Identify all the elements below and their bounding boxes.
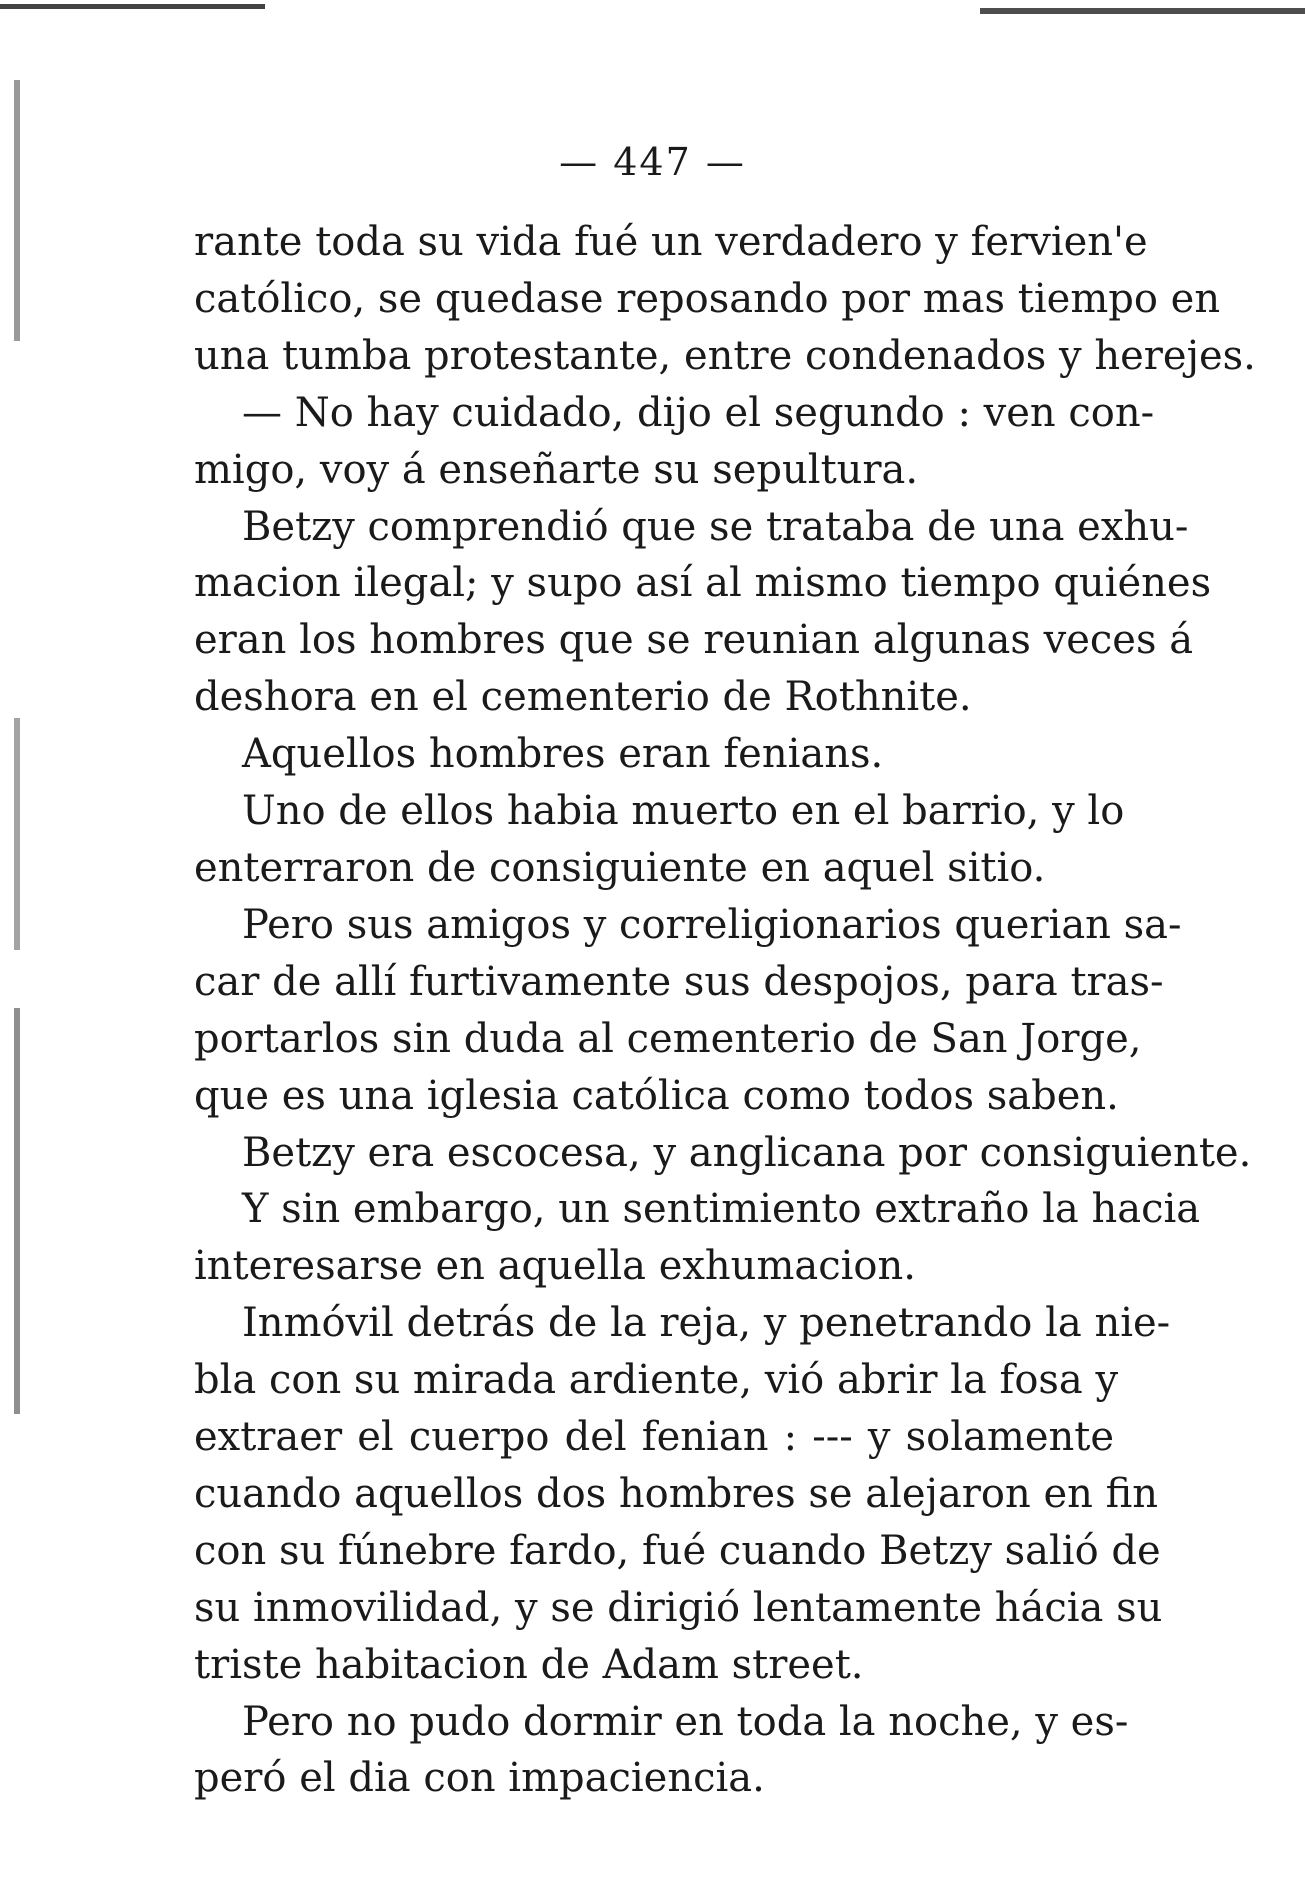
text-line: católico, se quedase reposando por mas tiempo en <box>194 275 1221 322</box>
text-line: Pero no pudo dormir en toda la noche, y es- <box>242 1698 1129 1745</box>
text-line: cuando aquellos dos hombres se alejaron en fin <box>194 1470 1159 1517</box>
scan-edge-mark-top-left <box>0 4 265 9</box>
text-line: deshora en el cementerio de Rothnite. <box>194 674 972 721</box>
text-line: macion ilegal; y supo así al mismo tiempo quiénes <box>194 560 1212 607</box>
text-line: que es una iglesia católica como todos saben. <box>194 1072 1119 1119</box>
text-line: Betzy comprendió que se trataba de una exhu- <box>242 503 1189 550</box>
scan-binding-edge <box>14 80 20 1530</box>
text-line: portarlos sin duda al cementerio de San Jorge, <box>194 1015 1142 1062</box>
page-number: — 447 — <box>559 140 746 184</box>
text-line: Pero sus amigos y correligionarios querian sa- <box>242 901 1182 948</box>
text-line: Uno de ellos habia muerto en el barrio, y lo <box>242 788 1125 835</box>
text-line: con su fúnebre fardo, fué cuando Betzy salió de <box>194 1527 1161 1574</box>
scan-edge-mark-top-right <box>980 8 1305 14</box>
text-line: Aquellos hombres eran fenians. <box>242 731 884 778</box>
text-line: car de allí furtivamente sus despojos, para tras- <box>194 958 1164 1005</box>
text-line: — No hay cuidado, dijo el segundo : ven con- <box>242 389 1155 436</box>
body-text <box>194 214 1256 1807</box>
text-line: peró el dia con impaciencia. <box>194 1755 765 1802</box>
text-line: Betzy era escocesa, y anglicana por consiguiente. <box>242 1129 1252 1176</box>
text-line: triste habitacion de Adam street. <box>194 1641 864 1688</box>
text-line: bla con su mirada ardiente, vió abrir la fosa y <box>194 1357 1119 1404</box>
text-line: Inmóvil detrás de la reja, y penetrando la nie- <box>242 1300 1171 1347</box>
text-line: rante toda su vida fué un verdadero y fervien'e <box>194 219 1148 265</box>
text-line: su inmovilidad, y se dirigió lentamente hácia su <box>194 1584 1163 1631</box>
text-line: migo, voy á enseñarte su sepultura. <box>194 446 919 493</box>
text-line: enterraron de consiguiente en aquel sitio. <box>194 844 1046 891</box>
text-line: Y sin embargo, un sentimiento extraño la hacia <box>242 1186 1201 1233</box>
text-line: eran los hombres que se reunian algunas veces á <box>194 617 1194 664</box>
text-line: una tumba protestante, entre condenados y herejes. <box>194 332 1256 379</box>
text-line: extraer el cuerpo del fenian : --- y solamente <box>194 1414 1114 1461</box>
text-line: interesarse en aquella exhumacion. <box>194 1243 916 1290</box>
